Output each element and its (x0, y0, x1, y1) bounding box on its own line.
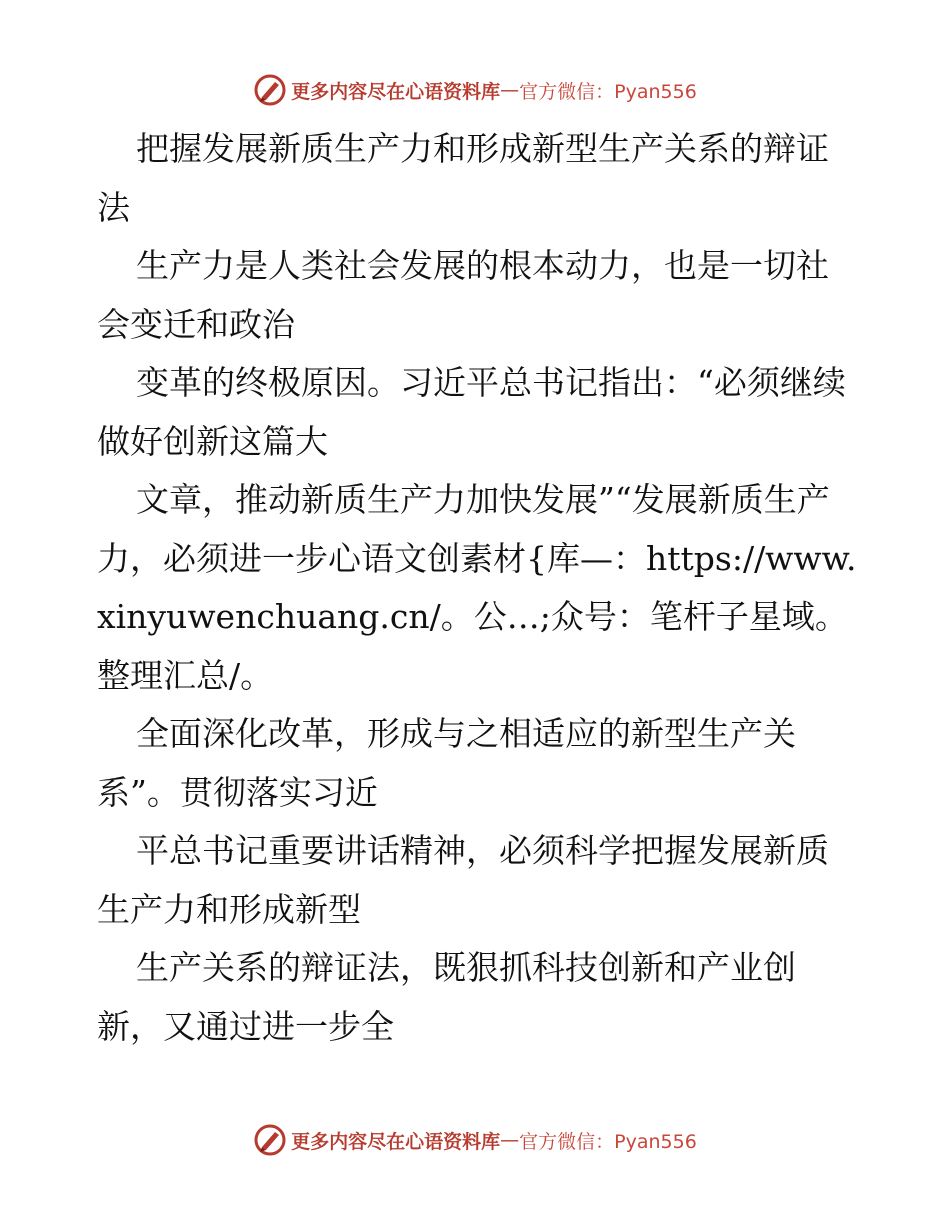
footer-banner-separator: — (500, 1129, 520, 1151)
footer-banner (0, 1120, 950, 1160)
header-banner (0, 70, 950, 110)
header-banner-separator: — (500, 79, 520, 101)
paragraph: 生产关系的辩证法，既狠抓科技创新和产业创新，又通过进一步全 (97, 948, 796, 1046)
header-wechat-id: 官方微信：Pyan556 (519, 80, 697, 103)
pen-logo-icon (253, 1123, 287, 1157)
paragraph: 变革的终极原因。习近平总书记指出：“必须继续做好创新这篇大 (97, 363, 846, 461)
document-body (97, 120, 857, 1056)
paragraph: 平总书记重要讲话精神，必须科学把握发展新质生产力和形成新型 (97, 831, 829, 929)
paragraph: 文章，推动新质生产力加快发展”“发展新质生产力，必须进一步心语文创素材{库—：https://www.xinyuwenchuang.cn/。公…;众号：笔杆子星域。整理汇总/。 (97, 480, 857, 695)
paragraph: 全面深化改革，形成与之相适应的新型生产关系”。贯彻落实习近 (97, 714, 796, 812)
paragraph: 把握发展新质生产力和形成新型生产关系的辩证法 (97, 129, 829, 227)
paragraph: 生产力是人类社会发展的根本动力，也是一切社会变迁和政治 (97, 246, 829, 344)
header-banner-text: 更多内容尽在心语资料库 (291, 80, 501, 103)
pen-logo-icon (253, 73, 287, 107)
footer-banner-text: 更多内容尽在心语资料库 (291, 1130, 501, 1153)
footer-wechat-id: 官方微信：Pyan556 (519, 1130, 697, 1153)
